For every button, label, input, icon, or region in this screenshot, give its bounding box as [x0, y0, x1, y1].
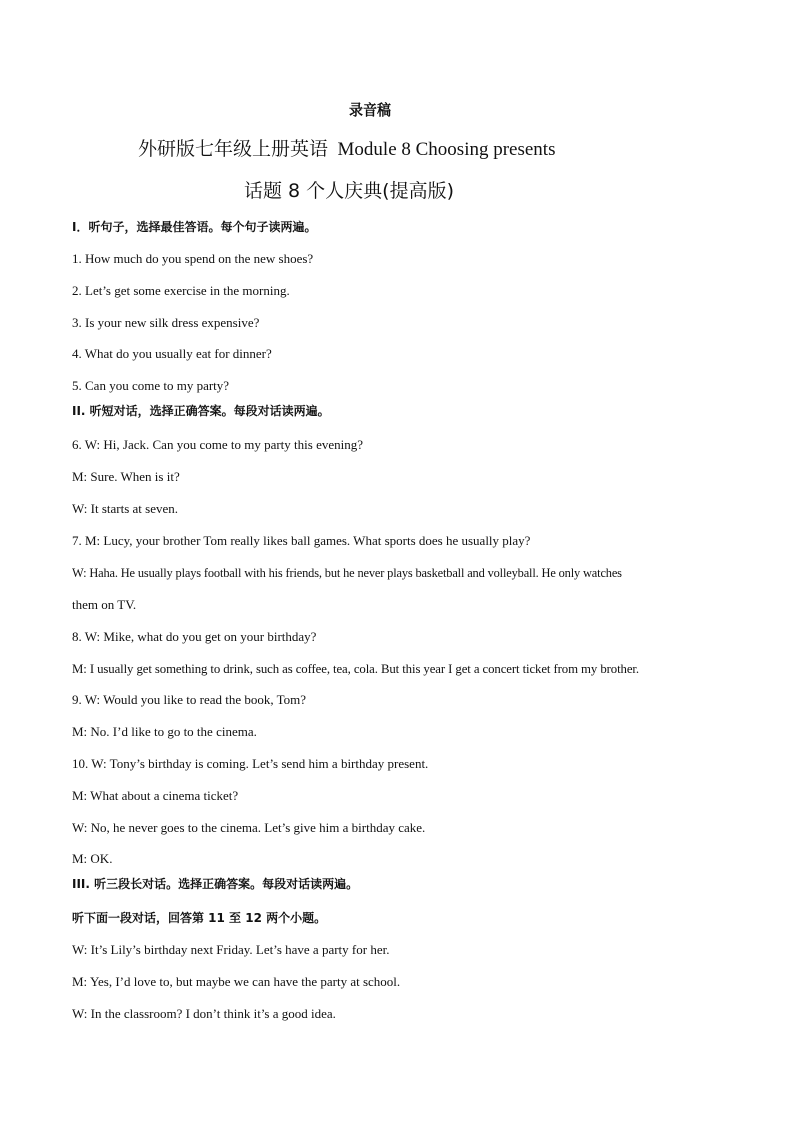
dialogue-line: them on TV. — [72, 597, 137, 612]
dialogue-line: 7. M: Lucy, your brother Tom really likes ball games. What sports does he usually play? — [72, 533, 531, 548]
title-english: Module 8 Choosing presents — [337, 139, 556, 160]
dialogue-line: W: No, he never goes to the cinema. Let’s give him a birthday cake. — [72, 820, 426, 835]
dialogue-line: M: Yes, I’d love to, but maybe we can have the party at school. — [72, 974, 401, 989]
dialogue-line: 10. W: Tony’s birthday is coming. Let’s send him a birthday present. — [72, 756, 429, 771]
dialogue-line: M: Sure. When is it? — [72, 469, 180, 484]
section-1-heading: Ⅰ．听句子，选择最佳答语。每个句子读两遍。 — [72, 220, 317, 234]
dialogue-line: M: What about a cinema ticket? — [72, 788, 239, 803]
sentence-line: 1. How much do you spend on the new shoes? — [72, 251, 314, 266]
document-title — [138, 137, 555, 162]
dialogue-line: 9. W: Would you like to read the book, Tom? — [72, 692, 307, 707]
sentence-line: 4. What do you usually eat for dinner? — [72, 346, 272, 361]
title-chinese: 外研版七年级上册英语 — [138, 138, 329, 160]
section-3-heading: III. 听三段长对话。选择正确答案。每段对话读两遍。 — [72, 877, 359, 891]
dialogue-line: 6. W: Hi, Jack. Can you come to my party this evening? — [72, 437, 363, 452]
dialogue-line: W: It’s Lily’s birthday next Friday. Let’s have a party for her. — [72, 942, 390, 957]
dialogue-line: W: It starts at seven. — [72, 501, 179, 516]
header-label: 录音稿 — [349, 101, 391, 119]
section-3-subheading: 听下面一段对话，回答第 11 至 12 两个小题。 — [72, 911, 327, 925]
dialogue-line: W: In the classroom? I don’t think it’s a good idea. — [72, 1006, 336, 1021]
section-2-heading: II. 听短对话，选择正确答案。每段对话读两遍。 — [72, 404, 330, 418]
document-subtitle: 话题 8 个人庆典(提高版) — [244, 180, 454, 202]
sentence-line: 2. Let’s get some exercise in the morning. — [72, 283, 290, 298]
sentence-line: 3. Is your new silk dress expensive? — [72, 315, 260, 330]
dialogue-line: W: Haha. He usually plays football with his friends, but he never plays basketball and volleyball. He only watches — [72, 566, 622, 580]
dialogue-line: M: No. I’d like to go to the cinema. — [72, 724, 257, 739]
dialogue-line: M: I usually get something to drink, such as coffee, tea, cola. But this year I get a concert ticket from my brother. — [72, 662, 639, 676]
sentence-line: 5. Can you come to my party? — [72, 378, 230, 393]
dialogue-line: M: OK. — [72, 851, 113, 866]
dialogue-line: 8. W: Mike, what do you get on your birthday? — [72, 629, 317, 644]
